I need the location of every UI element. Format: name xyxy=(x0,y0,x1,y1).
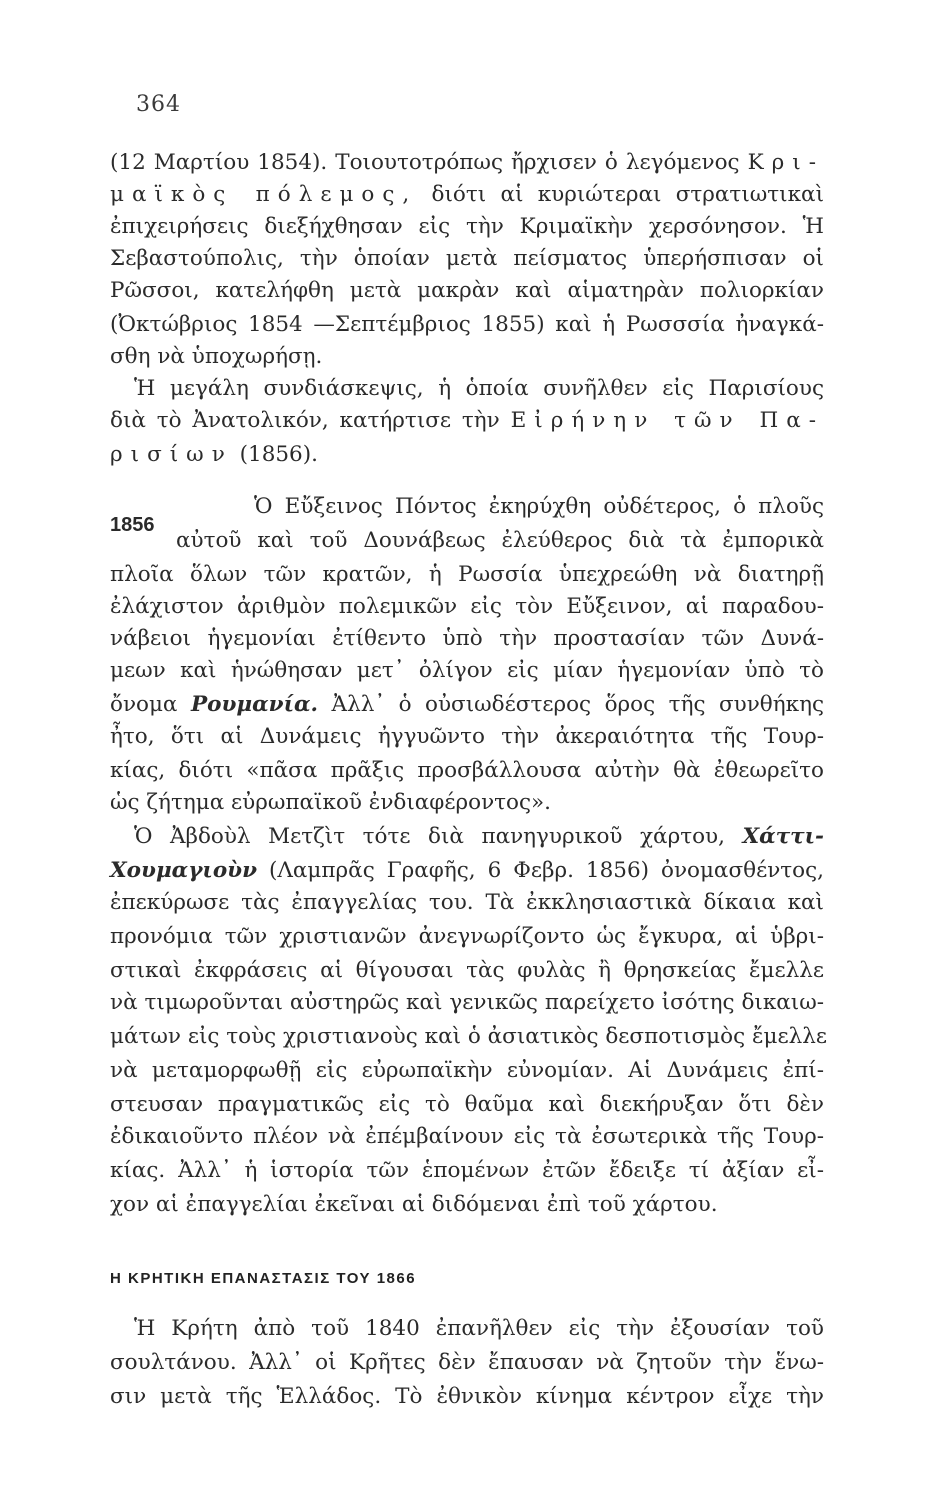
text-line: Ἡ μεγάλη συνδιάσκεψις, ἡ ὁποία συνῆλθεν εἰς Παρισίους xyxy=(134,376,824,401)
text-run: (1856). xyxy=(239,442,318,467)
text-line xyxy=(110,690,824,720)
text-line xyxy=(110,856,824,886)
text-run: (12 Μαρτίου 1854). Τοιουτοτρόπως ἤρχισεν ὁ λεγόμενος xyxy=(110,150,740,175)
text-line: Ρῶσσοι, κατελήφθη μετὰ μακρὰν καὶ αἱματηρὰν πολιορκίαν xyxy=(110,278,824,303)
emphasized-term: Ρουμανία. xyxy=(190,692,319,717)
text-line: χον αἱ ἐπαγγελίαι ἐκεῖναι αἱ διδόμεναι ἐπὶ τοῦ χάρτου. xyxy=(110,1192,718,1217)
text-line: σουλτάνου. Ἀλλ᾽ οἱ Κρῆτες δὲν ἔπαυσαν νὰ ζητοῦν τὴν ἕνω- xyxy=(110,1350,824,1375)
text-line: σιν μετὰ τῆς Ἑλλάδος. Τὸ ἐθνικὸν κίνημα κέντρον εἶχε τὴν xyxy=(110,1384,824,1409)
text-line: ἐπεκύρωσε τὰς ἐπαγγελίας του. Τὰ ἐκκλησιαστικὰ δίκαια καὶ xyxy=(110,890,824,915)
spaced-term: Κρι- xyxy=(747,150,824,175)
text-line: (Ὀκτώβριος 1854 —Σεπτέμβριος 1855) καὶ ἡ Ρωσσσία ἠναγκά- xyxy=(110,312,824,337)
text-run: διότι αἱ κυριώτεραι στρατιωτικαὶ xyxy=(431,182,824,207)
text-line: πλοῖα ὅλων τῶν κρατῶν, ἡ Ρωσσία ὑπεχρεώθη νὰ διατηρῇ xyxy=(110,562,824,587)
text-line: νάβειοι ἡγεμονίαι ἐτίθεντο ὑπὸ τὴν προστασίαν τῶν Δυνά- xyxy=(110,626,824,651)
text-line xyxy=(110,440,824,470)
text-line: ὡς ζήτημα εὐρωπαϊκοῦ ἐνδιαφέροντος». xyxy=(110,790,552,815)
text-line: νὰ τιμωροῦνται αὐστηρῶς καὶ γενικῶς παρείχετο ἰσότης δικαιω- xyxy=(110,990,824,1015)
text-line: νὰ μεταμορφωθῇ εἰς εὐρωπαϊκὴν εὐνομίαν. Αἱ Δυνάμεις ἐπί- xyxy=(110,1058,824,1083)
text-line: ἦτο, ὅτι αἱ Δυνάμεις ἠγγυῶντο τὴν ἀκεραιότητα τῆς Τουρ- xyxy=(110,724,824,749)
spaced-term: Εἰρήνην τῶν Πα- xyxy=(510,408,824,433)
emphasized-term: Χάττι- xyxy=(742,824,824,849)
text-run: διὰ τὸ Ἀνατολικόν, κατήρτισε τὴν xyxy=(110,408,500,433)
text-line: προνόμια τῶν χριστιανῶν ἀνεγνωρίζοντο ὡς ἔγκυρα, αἱ ὑβρι- xyxy=(110,924,824,949)
emphasized-term: Χουμαγιοὺν xyxy=(110,858,257,883)
text-line: Ἡ Κρήτη ἀπὸ τοῦ 1840 ἐπανῆλθεν εἰς τὴν ἐξουσίαν τοῦ xyxy=(134,1316,824,1341)
text-line: ἐδικαιοῦντο πλέον νὰ ἐπέμβαίνουν εἰς τὰ ἐσωτερικὰ τῆς Τουρ- xyxy=(110,1124,824,1149)
text-line xyxy=(110,406,824,436)
text-run: Ἀλλ᾽ ὁ οὐσιωδέστερος ὅρος τῆς συνθήκης xyxy=(331,692,824,717)
text-line: μεων καὶ ἡνώθησαν μετ᾽ ὀλίγον εἰς μίαν ἡγεμονίαν ὑπὸ τὸ xyxy=(110,658,824,683)
text-run: (Λαμπρᾶς Γραφῆς, 6 Φεβρ. 1856) ὀνομασθέντος, xyxy=(269,858,824,883)
text-line xyxy=(134,822,824,852)
text-line: κίας, διότι «πᾶσα πρᾶξις προσβάλλουσα αὐτὴν θὰ ἐθεωρεῖτο xyxy=(110,758,824,783)
spaced-term: μαϊκὸς πόλεμος, xyxy=(110,182,418,207)
text-run: Ὁ Ἀβδοὺλ Μετζὶτ τότε διὰ πανηγυρικοῦ χάρτου, xyxy=(134,824,725,849)
text-run: ὄνομα xyxy=(110,692,178,717)
text-line: ἐλάχιστον ἀριθμὸν πολεμικῶν εἰς τὸν Εὔξεινον, αἱ παραδου- xyxy=(110,594,824,619)
text-line: μάτων εἰς τοὺς χριστιανοὺς καὶ ὁ ἀσιατικὸς δεσποτισμὸς ἔμελλε xyxy=(110,1024,828,1049)
text-line xyxy=(110,148,824,178)
text-line: στικαὶ ἐκφράσεις αἱ θίγουσαι τὰς φυλὰς ἢ θρησκείας ἔμελλε xyxy=(110,958,824,983)
section-heading: Η ΚΡΗΤΙΚΗ ΕΠΑΝΑΣΤΑΣΙΣ ΤΟΥ 1866 xyxy=(110,1270,417,1287)
text-line: ἐπιχειρήσεις διεξήχθησαν εἰς τὴν Κριμαϊκὴν χερσόνησον. Ἡ xyxy=(110,214,824,239)
text-line xyxy=(110,180,824,210)
text-line: Σεβαστούπολις, τὴν ὁποίαν μετὰ πείσματος ὑπερήσπισαν οἱ xyxy=(110,246,824,271)
spaced-term: ρισίων xyxy=(110,442,233,467)
text-line: σθη νὰ ὑποχωρήσῃ. xyxy=(110,344,323,369)
text-line: στευσαν πραγματικῶς εἰς τὸ θαῦμα καὶ διεκήρυξαν ὅτι δὲν xyxy=(110,1092,824,1117)
text-line: Ὁ Εὔξεινος Πόντος ἐκηρύχθη οὐδέτερος, ὁ πλοῦς xyxy=(254,494,824,519)
text-line: αὐτοῦ καὶ τοῦ Δουνάβεως ἐλεύθερος διὰ τὰ ἐμπορικὰ xyxy=(176,528,824,553)
page-number: 364 xyxy=(136,92,181,117)
text-line: κίας. Ἀλλ᾽ ἡ ἱστορία τῶν ἑπομένων ἐτῶν ἔδειξε τί ἀξίαν εἶ- xyxy=(110,1158,824,1183)
margin-year-label: 1856 xyxy=(110,514,155,536)
